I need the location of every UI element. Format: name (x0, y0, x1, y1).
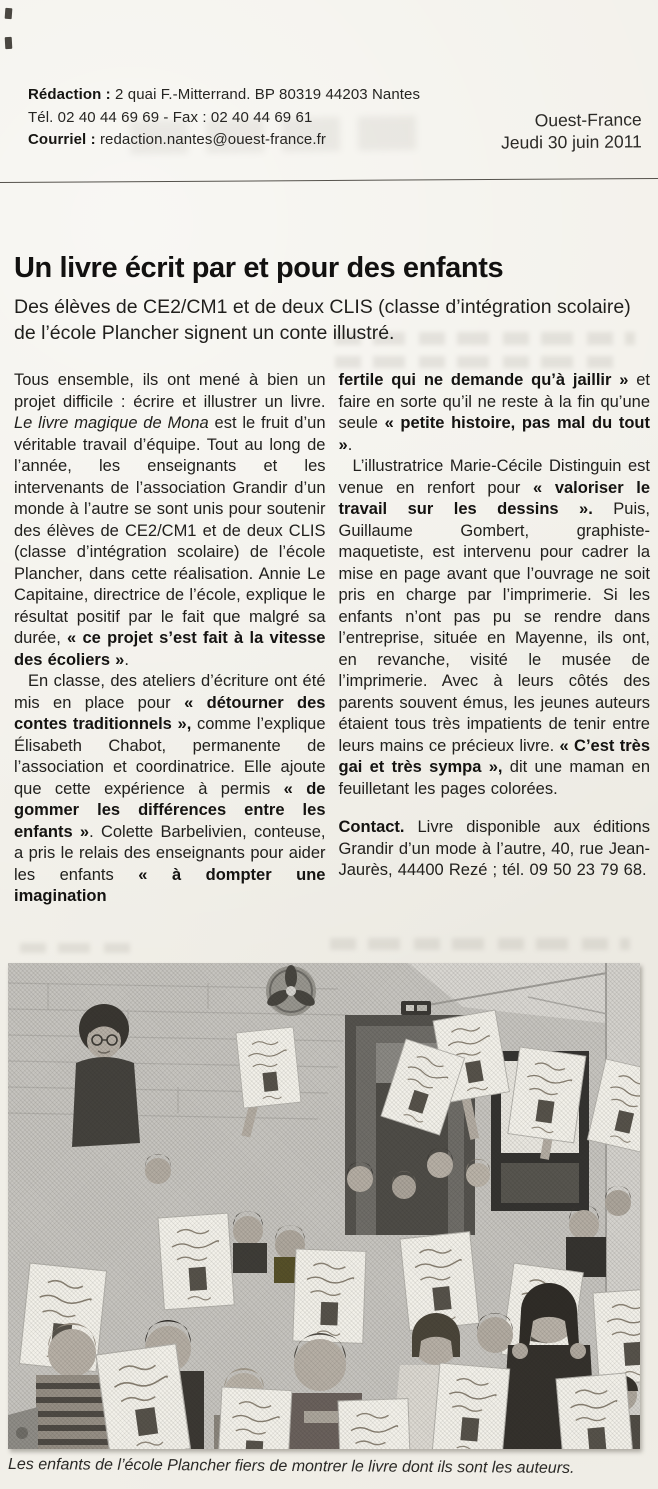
photo-illustration (8, 963, 640, 1449)
issue-date: Jeudi 30 juin 2011 (501, 130, 643, 153)
book-cover-sheet (556, 1373, 634, 1449)
article-columns (14, 370, 650, 908)
masthead (28, 84, 642, 153)
book-cover-sheet (593, 1288, 640, 1385)
article-photo-figure (7, 963, 640, 1477)
redaction-label: Rédaction : (28, 86, 111, 103)
exit-sign (401, 1001, 431, 1015)
scan-artifact-mark (5, 8, 13, 19)
book-cover-sheet (293, 1249, 366, 1343)
book-cover-sheet (508, 1047, 586, 1143)
masthead-divider-rule (0, 178, 658, 183)
book-cover-sheet (217, 1387, 292, 1449)
ink-bleed-ghost (20, 943, 140, 953)
book-cover-sheet (338, 1399, 411, 1449)
article (14, 250, 650, 908)
book-cover-sheet (158, 1213, 234, 1310)
courriel-address: redaction.nantes@ouest-france.fr (95, 131, 327, 148)
photo-caption: Les enfants de l’école Plancher fiers de montrer le livre dont ils sont les auteurs. (7, 1456, 575, 1477)
courriel-label: Courriel : (28, 131, 96, 148)
column-left (14, 370, 326, 908)
book-cover-sheet (96, 1344, 190, 1449)
paragraph: En classe, des ateliers d’écriture ont été mis en place pour « détourner des contes traditionnels », comme l’explique Élisabeth Chabot, permanente de l’association et coordinatrice. Elle ajoute que cette expérience à permis « de gommer les différences entre les enfants ». Colette Barbelivien, conteuse, a pris le relais des enseignants pour aider les enfants « à dompter une imagination (14, 672, 326, 905)
column-right (339, 370, 651, 908)
article-headline: Un livre écrit par et pour des enfants (14, 252, 504, 284)
publication-name: Ouest-France (534, 109, 642, 131)
article-photo (8, 963, 640, 1449)
contact-paragraph: Contact. Livre disponible aux éditions Grandir d’un mode à l’autre, 40, rue Jean-Jaurès, 44400 Rezé ; tél. 09 50 23 79 68. (338, 818, 650, 879)
scan-artifact-mark (5, 37, 13, 49)
book-cover-sheet (432, 1363, 510, 1449)
book-cover-sheet (236, 1027, 301, 1108)
redaction-address-line (28, 84, 420, 107)
ink-bleed-ghost (330, 938, 630, 950)
paragraph: L’illustratrice Marie-Cécile Distinguin est venue en renfort pour « valoriser le travail sur les dessins ». Puis, Guillaume Gombert, graphiste-maquetiste, est intervenu pour cadrer la mise en page avant que l’ouvrage ne soit pris en charge par l’imprimerie. Si les enfants n’ont pas pu se rendre dans l’entreprise, située en Mayenne, ils ont, en revanche, visité le musée de l’imprimerie. Avec à leurs côtés des parents souvent émus, les jeunes auteurs étaient tous très impatients de tenir entre leurs mains ce précieux livre. « C’est très gai et très sympa », dit une maman en feuilletant les pages colorées. (338, 457, 650, 798)
redaction-address: 2 quai F.-Mitterrand. BP 80319 44203 Nantes (110, 86, 421, 103)
courriel-line (28, 129, 420, 152)
tel-fax-line: Tél. 02 40 44 69 69 - Fax : 02 40 44 69 61 (28, 108, 313, 126)
redaction-contact-block (28, 84, 420, 153)
article-subhead: Des élèves de CE2/CM1 et de deux CLIS (classe d’intégration scolaire) de l’école Plancher signent un conte illustré. (14, 296, 631, 344)
paragraph: fertile qui ne demande qu’à jaillir » et faire en sorte qu’il ne reste à la fin qu’une seule « petite histoire, pas mal du tout ». (338, 371, 650, 454)
edition-block (501, 109, 642, 153)
paragraph: Tous ensemble, ils ont mené à bien un projet difficile : écrire et illustrer un livre. Le livre magique de Mona est le fruit d’un véritable travail d’équipe. Tout au long de l’année, les enseignants et les intervenants de l’association Grandir d’un monde à l’autre se sont unis pour soutenir des élèves de CE2/CM1 et de deux CLIS (classe d’intégration scolaire) de l’école Plancher, dans cette réalisation. Annie Le Capitaine, directrice de l’école, explique le résultat positif par le fait que malgré sa durée, « ce projet s’est fait à la vitesse des écoliers ». (14, 371, 326, 669)
